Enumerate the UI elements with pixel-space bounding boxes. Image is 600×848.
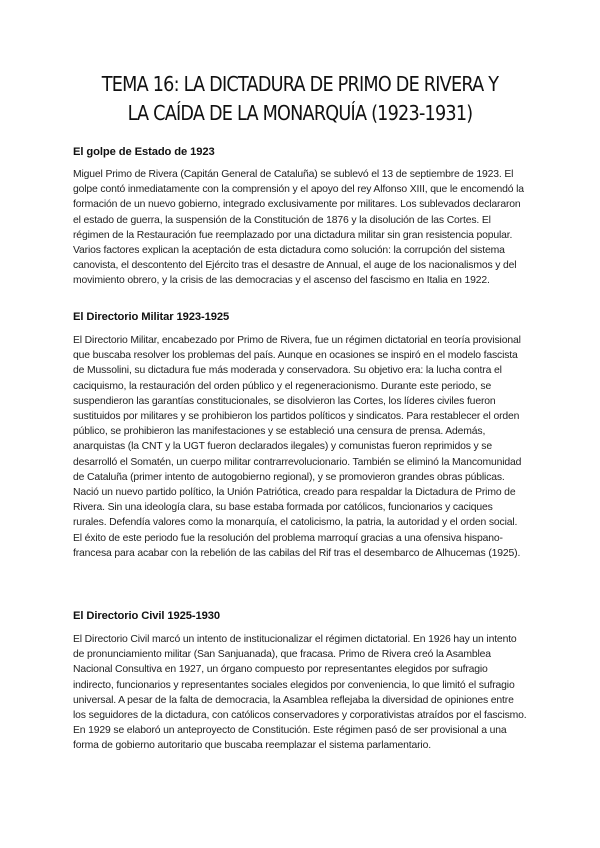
section-heading-directorio-civil: El Directorio Civil 1925-1930: [73, 610, 220, 622]
paragraph: El Directorio Civil marcó un intento de institucionalizar el régimen dictatorial. En 1926 hay un intento de pronunciamiento militar (San Sanjuanada), que fracasa. Primo de Rivera creó la Asamblea Nacional Consultiva en 1927, un órgano compuesto por representantes elegidos por sufragio indirecto, funcionarios y representantes sociales elegidos por conveniencia, lo que limitó el sufragio universal. A pesar de la falta de democracia, la Asamblea reflejaba la diversidad de opiniones entre los seguidores de la dictadura, con católicos conservadores y corporativistas atraídos por el fascismo. En 1929 se elaboró un anteproyecto de Constitución. Este régimen pasó de ser provisional a una forma de gobierno autoritario que buscaba reemplazar el sistema parlamentario.: [73, 634, 527, 752]
paragraph: El éxito de este periodo fue la resolución del problema marroquí gracias a una ofensiva hispano-francesa para acabar con la rebelión de las cabilas del Rif tras el desembarco de Alhucemas (1925).: [73, 532, 521, 559]
section-body-directorio-militar: [73, 333, 527, 561]
section-body-directorio-civil: [73, 632, 527, 754]
paragraph: El Directorio Militar, encabezado por Primo de Rivera, fue un régimen dictatorial en teoría provisional que buscaba resolver los problemas del país. Aunque en ocasiones se inspiró en el modelo fascista de Mussolini, su dictadura fue más moderada y conservadora. Su objetivo era: la lucha contra el caciquismo, la restauración del orden público y el regeneracionismo. Durante este periodo, se suspendieron las garantías constitucionales, se disolvieron las Cortes, los líderes civiles fueron sustituidos por militares y se prohibieron los partidos políticos y sindicatos. Para restablecer el orden público, se prohibieron las manifestaciones y se estableció una censura de prensa. Además, anarquistas (la CNT y la UGT fueron declarados ilegales) y comunistas fueron reprimidos y se desarrolló el Somatén, un cuerpo militar contrarrevolucionario. También se eliminó la Mancomunidad de Cataluña (primer intento de autogobierno regional), y se promovieron grandes obras públicas.: [73, 335, 522, 483]
section-body-golpe: [73, 167, 527, 289]
paragraph: Nació un nuevo partido político, la Unión Patriótica, creado para respaldar la Dictadura de Primo de Rivera. Sin una ideología clara, su base estaba formada por católicos, funcionarios y caciques rurales. Defendía valores como la monarquía, el catolicismo, la patria, la autoridad y el orden social.: [73, 487, 518, 529]
paragraph: Miguel Primo de Rivera (Capitán General de Cataluña) se sublevó el 13 de septiembre de 1923. El golpe contó inmediatamente con la comprensión y el apoyo del rey Alfonso XIII, que le encomendó la formación de un nuevo gobierno, integrado exclusivamente por militares. Los sublevados declararon el estado de guerra, la suspensión de la Constitución de 1876 y la disolución de las Cortes. El régimen de la Restauración fue reemplazado por una dictadura militar sin gran resistencia popular. Varios factores explican la aceptación de esta dictadura como solución: la corrupción del sistema canovista, el descontento del Ejército tras el desastre de Annual, el auge de los nacionalismos y del movimiento obrero, y la crisis de las democracias y el ascenso del fascismo en Italia en 1922.: [73, 169, 524, 287]
section-heading-directorio-militar: El Directorio Militar 1923-1925: [73, 311, 230, 323]
section-heading-golpe: El golpe de Estado de 1923: [73, 146, 215, 158]
page-title: TEMA 16: LA DICTADURA DE PRIMO DE RIVERA Y LA CAÍDA DE LA MONARQUÍA (1923-1931): [101, 72, 499, 125]
